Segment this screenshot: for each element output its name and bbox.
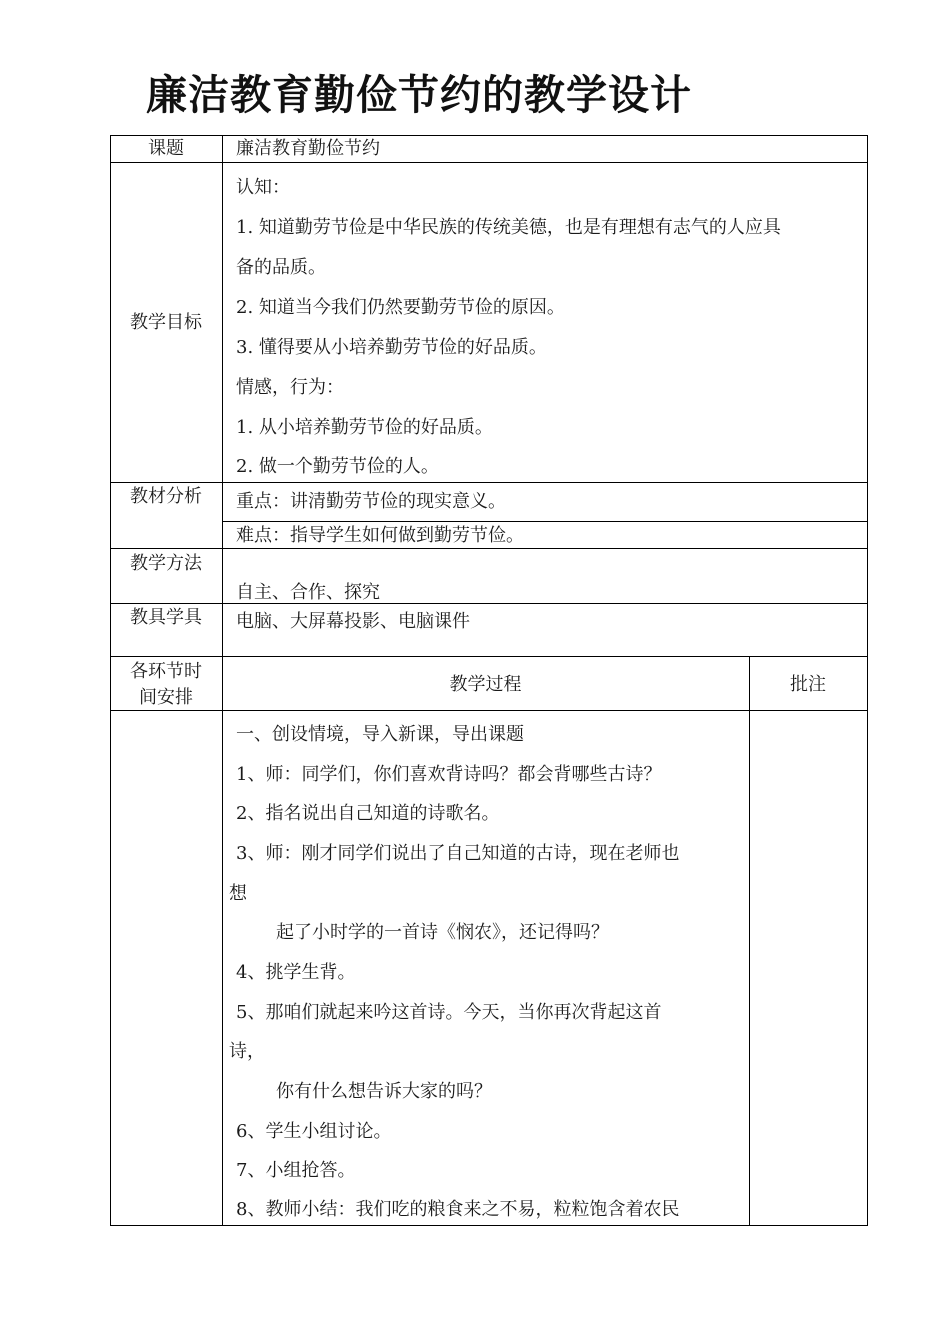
row-divider — [110, 162, 868, 163]
goals-label: 教学目标 — [130, 312, 202, 333]
column-divider — [749, 656, 750, 1226]
row-divider — [222, 521, 868, 522]
tools-label: 教具学具 — [130, 607, 202, 628]
process-line: 7、小组抢答。 — [236, 1160, 356, 1181]
method-value: 自主、合作、探究 — [236, 582, 380, 603]
analysis-difficulty: 难点：指导学生如何做到勤劳节俭。 — [236, 525, 524, 546]
process-line: 5、那咱们就起来吟这首诗。今天，当你再次背起这首 — [236, 1002, 662, 1023]
topic-value: 廉洁教育勤俭节约 — [236, 138, 380, 159]
time-header-line1: 各环节时 — [130, 661, 202, 682]
process-line: 4、挑学生背。 — [236, 962, 356, 983]
process-line: 一、创设情境，导入新课，导出课题 — [236, 724, 524, 745]
analysis-key-point: 重点：讲清勤劳节俭的现实意义。 — [236, 491, 506, 512]
table-border-right — [867, 135, 868, 1226]
document-title: 廉洁教育勤俭节约的教学设计 — [146, 71, 692, 119]
analysis-label: 教材分析 — [130, 486, 202, 507]
method-label: 教学方法 — [130, 553, 202, 574]
notes-header: 批注 — [790, 674, 826, 695]
goals-line: 1. 从小培养勤劳节俭的好品质。 — [236, 417, 493, 438]
process-line: 3、师：刚才同学们说出了自己知道的古诗，现在老师也 — [236, 843, 680, 864]
row-divider — [110, 603, 868, 604]
goals-line: 2. 知道当今我们仍然要勤劳节俭的原因。 — [236, 297, 565, 318]
table-border-bottom — [110, 1225, 868, 1226]
row-divider — [110, 548, 868, 549]
goals-line: 备的品质。 — [236, 257, 326, 278]
process-line: 起了小时学的一首诗《悯农》，还记得吗？ — [276, 922, 609, 943]
goals-line: 情感，行为： — [236, 377, 344, 398]
topic-label: 课题 — [148, 138, 184, 159]
row-divider — [110, 710, 868, 711]
goals-line: 3. 懂得要从小培养勤劳节俭的好品质。 — [236, 337, 547, 358]
goals-line: 1. 知道勤劳节俭是中华民族的传统美德，也是有理想有志气的人应具 — [236, 217, 781, 238]
process-line: 1、师：同学们，你们喜欢背诗吗？都会背哪些古诗？ — [236, 764, 662, 785]
tools-value: 电脑、大屏幕投影、电脑课件 — [236, 611, 470, 632]
process-header: 教学过程 — [449, 674, 522, 695]
goals-line: 认知： — [236, 177, 290, 198]
process-line: 6、学生小组讨论。 — [236, 1121, 392, 1142]
row-divider — [110, 656, 868, 657]
process-line: 诗， — [229, 1041, 265, 1062]
process-line: 想 — [229, 883, 247, 904]
process-line: 2、指名说出自己知道的诗歌名。 — [236, 803, 500, 824]
table-border-top — [110, 135, 868, 136]
process-line: 你有什么想告诉大家的吗？ — [276, 1081, 492, 1102]
time-header-line2: 间安排 — [139, 687, 193, 708]
goals-line: 2. 做一个勤劳节俭的人。 — [236, 456, 439, 477]
process-line: 8、教师小结：我们吃的粮食来之不易，粒粒饱含着农民 — [236, 1199, 680, 1220]
row-divider — [110, 482, 868, 483]
